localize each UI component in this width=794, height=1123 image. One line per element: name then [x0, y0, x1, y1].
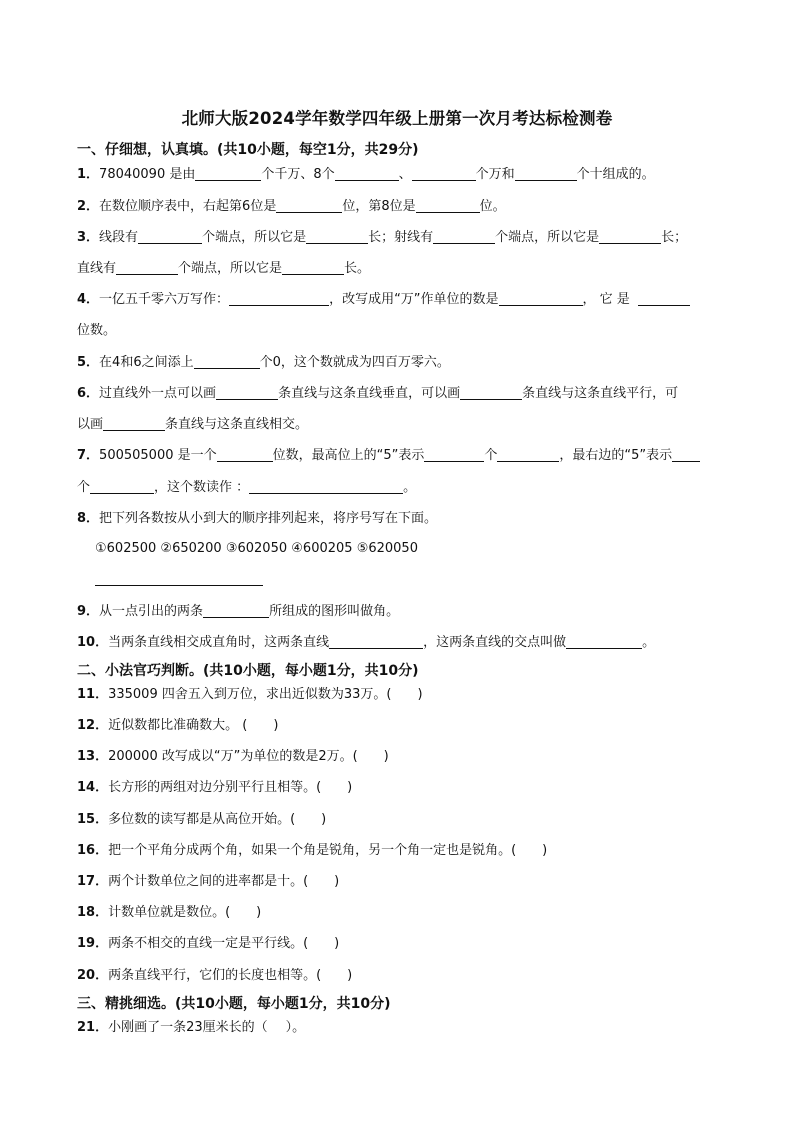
question-text: 一亿五千零六万写作： [99, 292, 230, 307]
answer-blank[interactable] [412, 166, 476, 181]
judge-item [77, 779, 746, 797]
question-9 [77, 603, 746, 621]
question-1 [77, 166, 746, 184]
question-number: 11． [77, 687, 109, 702]
question-text: ，最右边的“5”表示 [559, 448, 673, 463]
question-number: 5． [77, 355, 100, 370]
answer-blank[interactable] [116, 260, 178, 275]
question-number: 10． [77, 635, 109, 650]
answer-blank[interactable] [499, 291, 583, 306]
question-text: 个端点，所以它是 [495, 230, 600, 245]
question-text: 长；射线有 [368, 230, 434, 245]
question-text: 所组成的图形叫做角。 [269, 604, 400, 619]
answer-blank[interactable] [515, 166, 577, 181]
question-text: 把一个平角分成两个角，如果一个角是锐角，另一个角一定也是锐角。( [108, 843, 517, 858]
paren-close: ) [334, 874, 340, 889]
section-heading-judge: 二、小法官巧判断。(共10小题，每小题1分，共10分) [77, 663, 419, 679]
question-text: 个端点，所以它是 [178, 261, 283, 276]
answer-blank[interactable] [599, 229, 661, 244]
question-text: ， 它 是 [582, 292, 630, 307]
question-text: 近似数都比准确数大。 ( [108, 718, 248, 733]
question-21 [77, 1019, 746, 1037]
answer-blank[interactable] [416, 198, 480, 213]
answer-blank[interactable] [282, 260, 344, 275]
judge-item [77, 967, 746, 985]
answer-blank[interactable] [497, 447, 559, 462]
answer-blank[interactable] [566, 634, 642, 649]
paren-close: ) [542, 843, 548, 858]
answer-blank[interactable] [194, 354, 260, 369]
section-heading-fill: 一、仔细想，认真填。(共10小题，每空1分，共29分) [77, 142, 419, 158]
judge-item [77, 873, 746, 891]
answer-blank[interactable] [216, 385, 278, 400]
question-10 [77, 634, 746, 652]
paren-close: ) [334, 936, 340, 951]
answer-blank[interactable] [217, 447, 273, 462]
page-title: 北师大版2024学年数学四年级上册第一次月考达标检测卷 [181, 109, 613, 128]
question-text: 长。 [344, 261, 371, 276]
question-6 [77, 385, 746, 403]
question-number: 4． [77, 292, 100, 307]
question-text: 78040090 是由 [99, 167, 196, 182]
question-number: 7． [77, 448, 100, 463]
question-text: 长方形的两组对边分别平行且相等。( [108, 780, 322, 795]
question-text: 个千万、8个 [261, 167, 335, 182]
question-3-continued [77, 260, 746, 278]
question-text: 多位数的读写都是从高位开始。( [108, 812, 296, 827]
question-number: 1． [77, 167, 100, 182]
section-heading-choice: 三、精挑细选。(共10小题，每小题1分，共10分) [77, 996, 391, 1012]
question-number: 2． [77, 199, 100, 214]
judge-item [77, 842, 746, 860]
question-text: 两个计数单位之间的进率都是十。( [108, 874, 309, 889]
question-number: 18． [77, 905, 109, 920]
option-item: ①602500 [95, 541, 157, 556]
question-7-continued [77, 479, 746, 497]
question-text: 个端点，所以它是 [202, 230, 307, 245]
question-text: 当两条直线相交成直角时，这两条直线 [108, 635, 330, 650]
paren-close: ) [321, 812, 327, 827]
question-text: 小刚画了一条23厘米长的（ [108, 1020, 268, 1035]
answer-blank[interactable] [249, 479, 403, 494]
question-text: 条直线与这条直线垂直，可以画 [278, 386, 461, 401]
question-text: 以画 [77, 417, 104, 432]
question-text: 个十组成的。 [576, 167, 655, 182]
question-number: 19． [77, 936, 109, 951]
question-number: 12． [77, 718, 109, 733]
question-text: 500505000 是一个 [99, 448, 217, 463]
question-number: 15． [77, 812, 109, 827]
question-number: 20． [77, 968, 109, 983]
question-5 [77, 354, 746, 372]
answer-blank[interactable] [329, 634, 423, 649]
option-item: ④600205 [291, 541, 353, 556]
answer-blank[interactable] [433, 229, 495, 244]
judge-item [77, 686, 746, 704]
paren-close: ) [273, 718, 279, 733]
question-2 [77, 198, 746, 216]
paren-close: ) [347, 780, 353, 795]
question-text: 位数。 [77, 323, 117, 338]
question-number: 21． [77, 1020, 109, 1035]
number-options [95, 541, 418, 556]
question-7 [77, 447, 746, 465]
question-text: 个 [484, 448, 498, 463]
question-8 [77, 510, 746, 528]
question-number: 8． [77, 511, 100, 526]
question-text: 过直线外一点可以画 [99, 386, 217, 401]
question-number: 9． [77, 604, 100, 619]
answer-blank[interactable] [276, 198, 342, 213]
question-number: 13． [77, 749, 109, 764]
question-text: 、 [398, 167, 412, 182]
question-text: 从一点引出的两条 [99, 604, 204, 619]
question-number: 14． [77, 780, 109, 795]
question-text: 。 [403, 480, 417, 495]
option-item: ③602050 [225, 541, 288, 556]
question-text: 在4和6之间添上 [99, 355, 194, 370]
answer-blank[interactable] [306, 229, 368, 244]
question-text: ）。 [285, 1020, 306, 1035]
judge-item [77, 904, 746, 922]
question-text: 位数，最高位上的“5”表示 [272, 448, 425, 463]
question-text: 两条直线平行，它们的长度也相等。( [108, 968, 322, 983]
question-text: 计数单位就是数位。( [108, 905, 231, 920]
question-3 [77, 229, 746, 247]
question-number: 16． [77, 843, 109, 858]
question-text: 条直线与这条直线相交。 [165, 417, 309, 432]
question-number: 17． [77, 874, 109, 889]
answer-blank[interactable] [203, 603, 269, 618]
answer-blank[interactable] [638, 291, 690, 306]
question-text: ，这个数读作 ： [154, 480, 250, 495]
judge-item [77, 935, 746, 953]
judge-item [77, 748, 746, 766]
question-text: 两条不相交的直线一定是平行线。( [108, 936, 309, 951]
judge-item [77, 717, 746, 735]
paren-close: ) [347, 968, 353, 983]
question-text: 个 [77, 480, 91, 495]
answer-blank[interactable] [335, 166, 399, 181]
paren-close: ) [256, 905, 262, 920]
option-item: ⑤620050 [356, 541, 418, 556]
question-text: 把下列各数按从小到大的顺序排列起来，将序号写在下面。 [99, 511, 438, 526]
question-text: 个0，这个数就成为四百万零六。 [259, 355, 450, 370]
paren-close: ) [417, 687, 423, 702]
option-item: ②650200 [160, 541, 222, 556]
question-text: 长； [661, 230, 688, 245]
answer-blank[interactable] [672, 447, 700, 462]
paren-close: ) [383, 749, 389, 764]
question-4 [77, 291, 746, 309]
answer-blank[interactable] [229, 291, 329, 306]
question-text: 直线有 [77, 261, 117, 276]
question-6-continued [77, 416, 746, 434]
question-text: 在数位顺序表中，右起第6位是 [99, 199, 277, 214]
question-text: 条直线与这条直线平行，可 [522, 386, 679, 401]
answer-blank[interactable] [195, 166, 261, 181]
answer-blank[interactable] [138, 229, 202, 244]
question-text: 。 [642, 635, 656, 650]
question-text: 335009 四舍五入到万位，求出近似数为33万。( [108, 687, 392, 702]
question-text: 位，第8位是 [342, 199, 416, 214]
question-text: 个万和 [475, 167, 515, 182]
answer-blank[interactable] [90, 479, 154, 494]
answer-blank[interactable] [424, 447, 484, 462]
question-text: ，改写成用“万”作单位的数是 [329, 292, 499, 307]
question-text: 200000 改写成以“万”为单位的数是2万。( [108, 749, 358, 764]
question-text: ，这两条直线的交点叫做 [423, 635, 567, 650]
question-text: 线段有 [99, 230, 139, 245]
answer-blank[interactable] [460, 385, 522, 400]
answer-blank[interactable] [95, 585, 263, 586]
question-number: 6． [77, 386, 100, 401]
judge-item [77, 811, 746, 829]
question-text: 位。 [479, 199, 506, 214]
question-number: 3． [77, 230, 100, 245]
answer-blank[interactable] [103, 416, 165, 431]
question-4-continued [77, 322, 746, 340]
